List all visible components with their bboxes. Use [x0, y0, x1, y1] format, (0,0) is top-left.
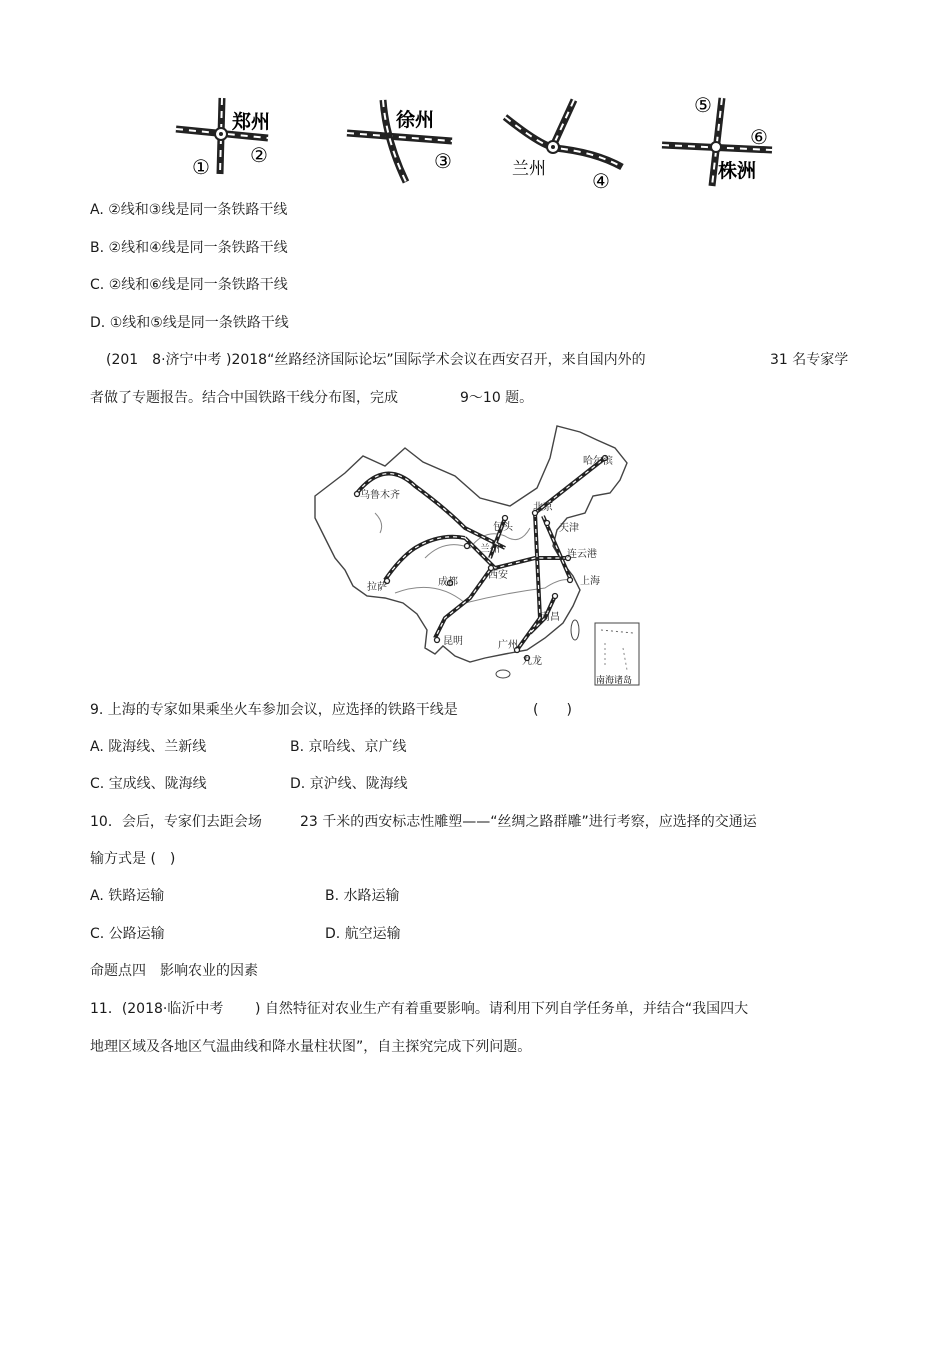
number-4: ④	[592, 169, 610, 193]
xuzhou-junction	[347, 100, 452, 182]
label-harbin: 哈尔滨	[583, 456, 613, 467]
label-jiulong: 九龙	[522, 656, 542, 667]
q10-stem-c: 输方式是 ( )	[90, 851, 176, 867]
taiwan	[571, 620, 579, 640]
intro-line-1: (201 8·济宁中考 )2018“丝路经济国际论坛”国际学术会议在西安召开，来自国内外的	[106, 352, 646, 368]
q10-option-c: C. 公路运输	[90, 926, 165, 942]
q9-option-d: D. 京沪线、陇海线	[290, 776, 408, 792]
label-xian: 西安	[488, 570, 508, 581]
q8-option-b: B. ②线和④线是同一条铁路干线	[90, 240, 288, 256]
number-5: ⑤	[694, 93, 712, 117]
q9-option-b: B. 京哈线、京广线	[290, 739, 407, 755]
label-nanchang: 南昌	[540, 612, 560, 623]
xuzhou-label: 徐州	[396, 109, 435, 131]
label-chengdu: 成都	[438, 577, 458, 588]
number-6: ⑥	[750, 125, 768, 149]
q8-option-c: C. ②线和⑥线是同一条铁路干线	[90, 277, 288, 293]
number-2: ②	[250, 143, 268, 167]
label-lianyungang: 连云港	[567, 549, 597, 560]
zhuzhou-label: 株洲	[718, 160, 757, 182]
intro-line-2-end: 9～10 题。	[460, 390, 534, 406]
q8-option-d: D. ①线和⑤线是同一条铁路干线	[90, 315, 289, 331]
zhengzhou-junction	[176, 98, 270, 179]
south-china-sea-inset	[595, 623, 639, 686]
label-lanzhou-map: 兰州	[480, 544, 500, 555]
q10-stem-b: 23 千米的西安标志性雕塑——“丝绸之路群雕”进行考察，应选择的交通运	[300, 814, 757, 830]
lanzhou-label: 兰州	[512, 159, 546, 179]
zhengzhou-label: 郑州	[232, 111, 271, 133]
q8-option-a: A. ②线和③线是同一条铁路干线	[90, 202, 288, 218]
label-shanghai: 上海	[580, 576, 600, 587]
label-guangzhou: 广州	[498, 640, 518, 651]
q9-answer-paren: ( )	[533, 702, 572, 718]
inset-label: 南海诸岛	[596, 676, 633, 686]
hainan	[496, 670, 510, 678]
q9-option-c: C. 宝成线、陇海线	[90, 776, 207, 792]
label-urumqi: 乌鲁木齐	[360, 490, 400, 501]
q10-option-b: B. 水路运输	[325, 888, 400, 904]
label-tianjin: 天津	[559, 523, 579, 534]
number-3: ③	[434, 149, 452, 173]
junction-diagrams	[0, 0, 950, 200]
q11-line-1b: ) 自然特征对农业生产有着重要影响。请利用下列自学任务单，并结合“我国四大	[255, 1001, 749, 1017]
zhuzhou-junction	[662, 93, 772, 186]
q11-line-2: 地理区域及各地区气温曲线和降水量柱状图”，自主探究完成下列问题。	[90, 1039, 532, 1055]
q9-stem: 9. 上海的专家如果乘坐火车参加会议，应选择的铁路干线是	[90, 702, 458, 718]
label-beijing: 北京	[533, 502, 553, 513]
q10-option-d: D. 航空运输	[325, 926, 401, 942]
number-1: ①	[192, 155, 210, 179]
china-railway-map	[305, 418, 645, 688]
q10-stem-a: 10．会后，专家们去距会场	[90, 814, 262, 830]
q10-option-a: A. 铁路运输	[90, 888, 165, 904]
label-lhasa: 拉萨	[367, 582, 387, 593]
intro-line-2: 者做了专题报告。结合中国铁路干线分布图，完成	[90, 390, 398, 406]
q9-option-a: A. 陇海线、兰新线	[90, 739, 207, 755]
label-baotou: 包头	[493, 522, 513, 533]
intro-line-1-end: 31 名专家学	[770, 352, 849, 368]
label-kunming: 昆明	[443, 636, 463, 647]
lanzhou-junction	[505, 100, 622, 193]
q11-line-1a: 11．(2018·临沂中考	[90, 1001, 224, 1017]
section-heading: 命题点四 影响农业的因素	[90, 963, 258, 979]
